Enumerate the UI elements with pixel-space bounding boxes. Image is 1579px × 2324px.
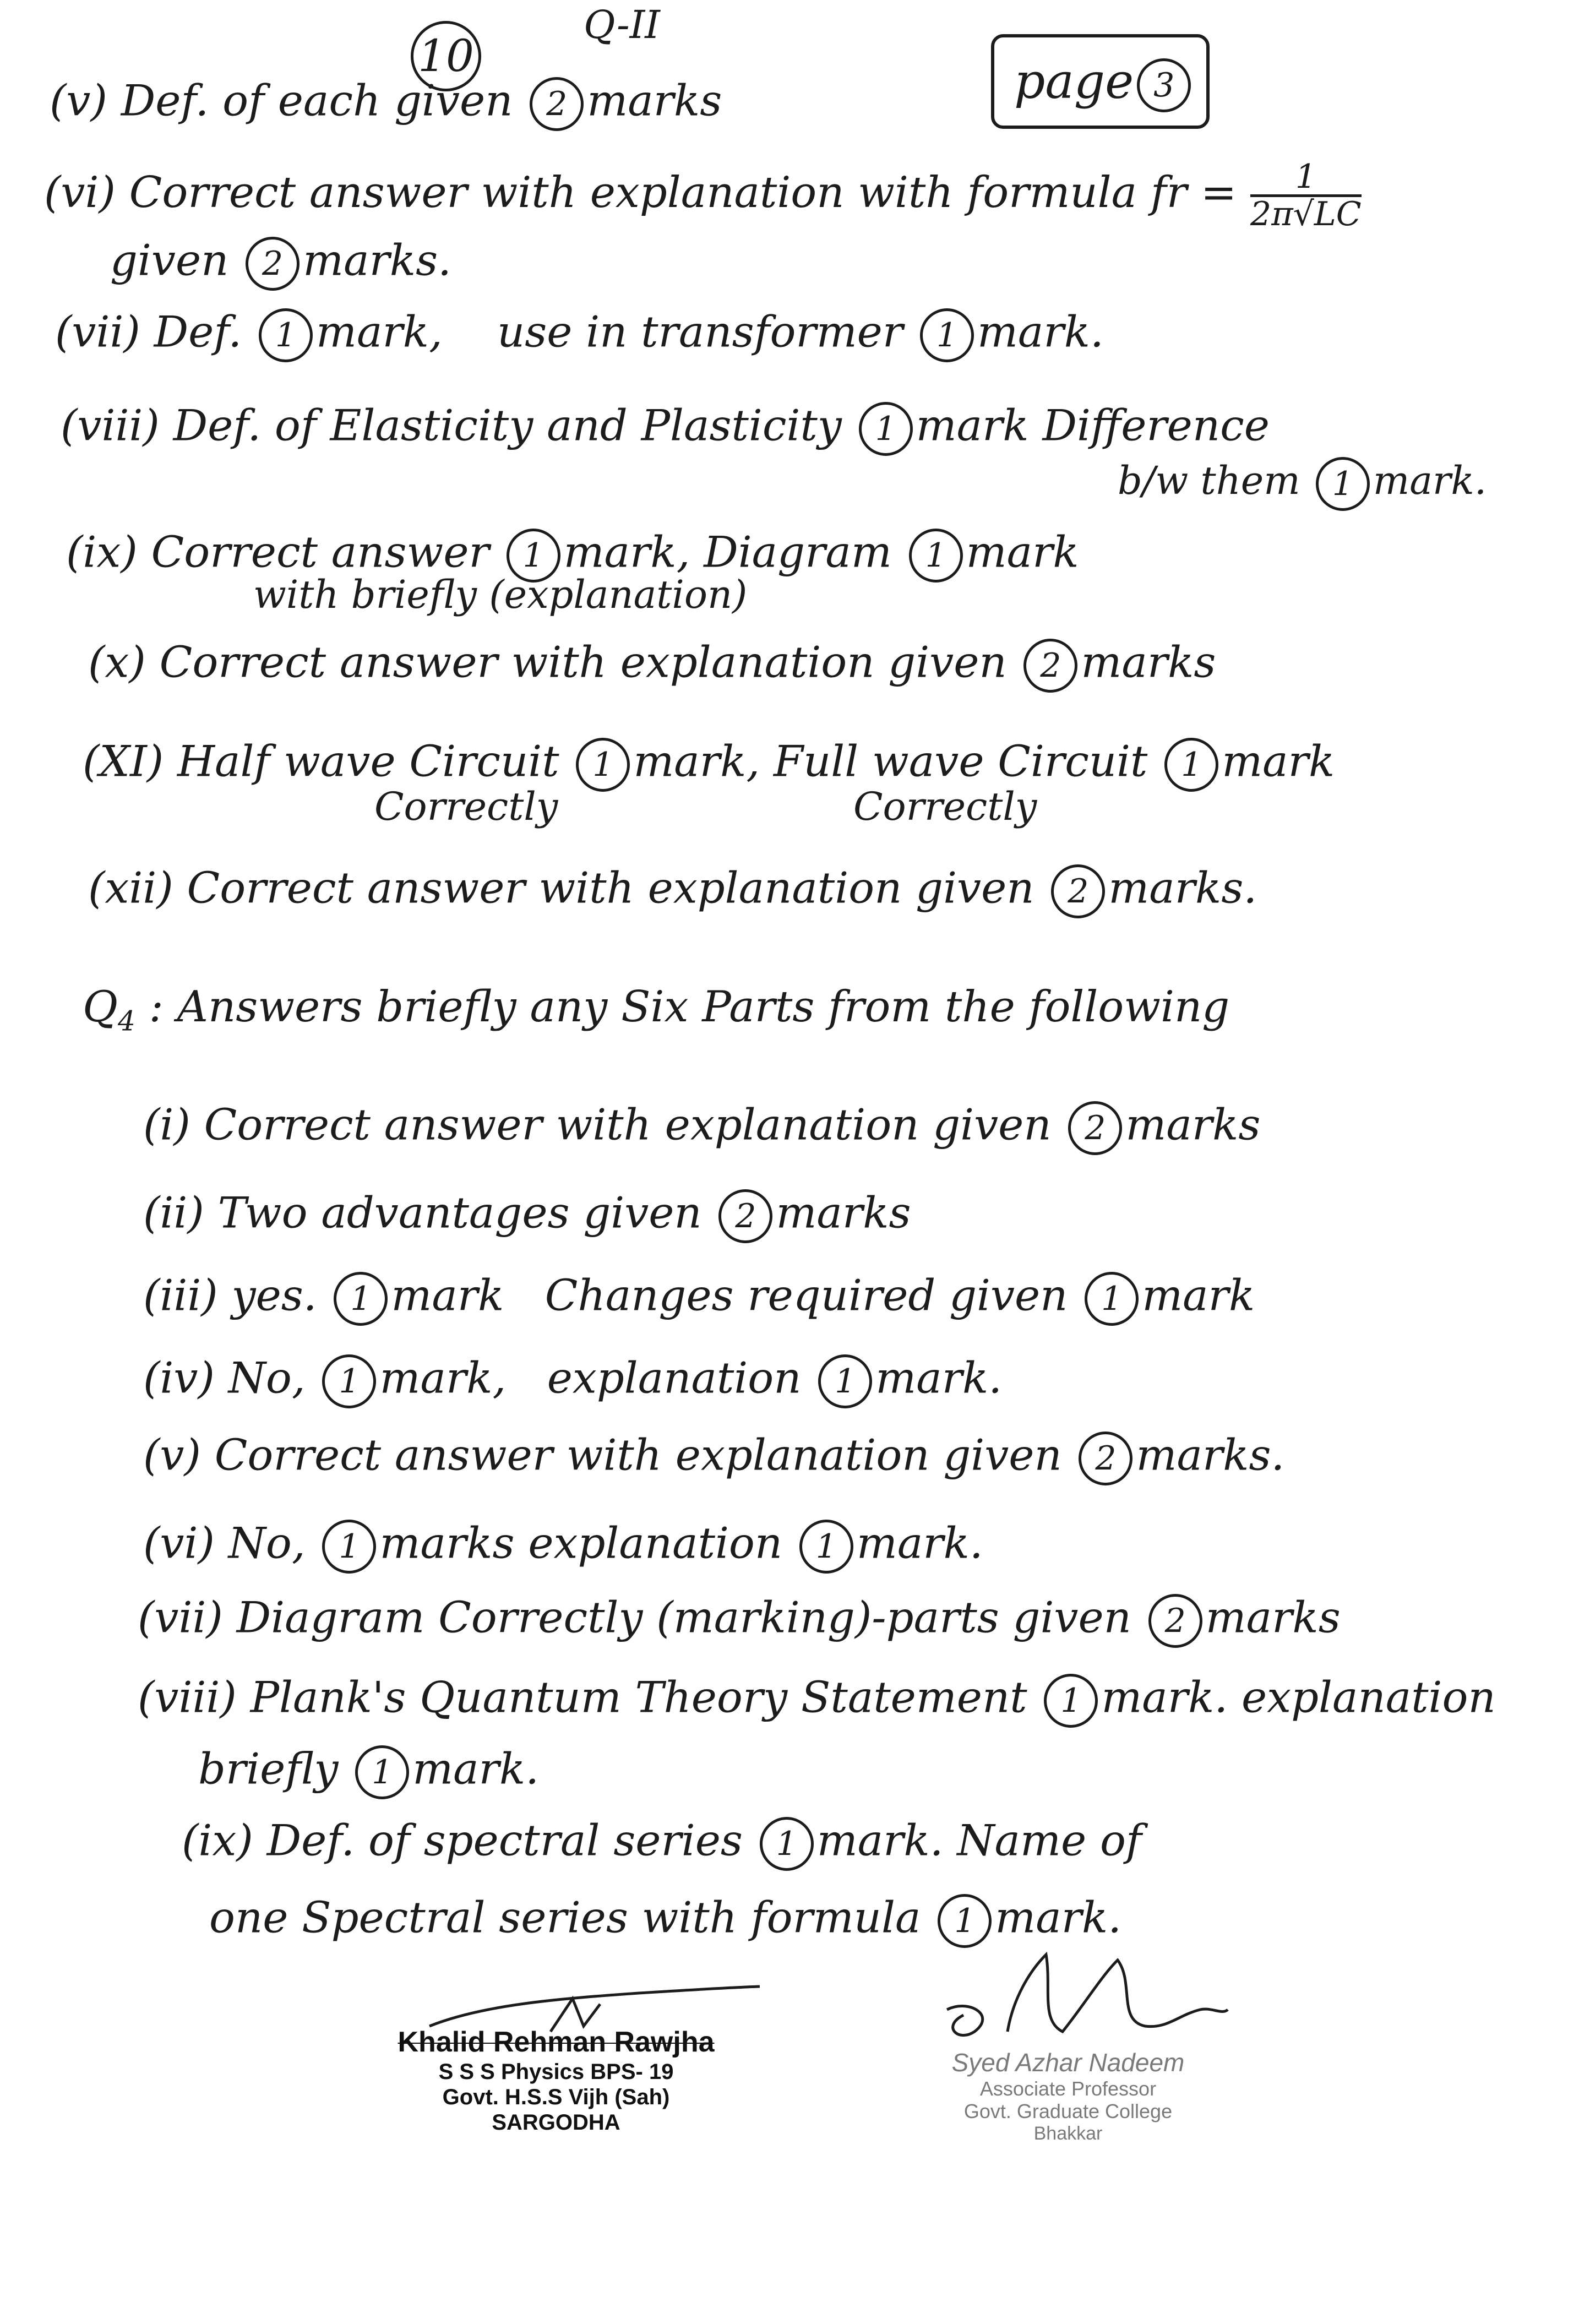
- line-vii: (vii) Def. 1 mark, use in transformer 1 mark.: [55, 308, 1104, 362]
- top-marks: 10: [407, 21, 484, 91]
- right-signature-scribble: [936, 1938, 1233, 2065]
- right-signer-name: Syed Azhar Nadeem: [951, 2048, 1185, 2077]
- line-viii-cont: b/w them 1 mark.: [1118, 457, 1487, 511]
- left-signer-name: Khalid Rehman Rawjha: [398, 2026, 715, 2058]
- line-vi-cont: given 2 marks.: [110, 237, 451, 291]
- left-signer-designation: S S S Physics BPS- 19: [438, 2059, 674, 2084]
- line-xii: (xii) Correct answer with explanation given 2 marks.: [88, 864, 1257, 918]
- q4-line-ii: (ii) Two advantages given 2 marks: [143, 1189, 911, 1243]
- left-signer-school: Govt. H.S.S Vijh (Sah): [442, 2084, 670, 2109]
- line-viii: (viii) Def. of Elasticity and Plasticity 1 mark Difference: [61, 402, 1270, 456]
- line-vi: (vi) Correct answer with explanation with formula fr = $\frac{1}{2\pi√LC}$: [44, 157, 1362, 233]
- line-xi: (XI) Half wave Circuit 1 mark, Full wave Circuit 1 mark: [83, 738, 1335, 792]
- q4-line-iii: (iii) yes. 1 mark Changes required given 1 mark: [143, 1272, 1255, 1326]
- resonance-formula: $\frac{1}{2\pi√LC}$: [1250, 157, 1362, 233]
- q4-heading: $Q_4$ : Answers briefly any Six Parts from the following: [83, 982, 1230, 1037]
- q4-line-ix: (ix) Def. of spectral series 1 mark. Name of: [182, 1817, 1142, 1871]
- q4-line-viii-cont: briefly 1 mark.: [198, 1745, 539, 1799]
- right-signer-college: Govt. Graduate College: [963, 2100, 1173, 2123]
- left-signature-block: [380, 2026, 732, 2135]
- line-ix-sub: with briefly (explanation): [253, 572, 748, 617]
- page-box: [991, 34, 1210, 129]
- right-signer-city: Bhakkar: [1033, 2122, 1103, 2144]
- q4-line-vii: (vii) Diagram Correctly (marking)-parts given 2 marks: [138, 1594, 1341, 1648]
- q4-line-viii: (viii) Plank's Quantum Theory Statement 1 mark. explanation: [138, 1674, 1496, 1728]
- line-xi-sub2: Correctly: [853, 784, 1037, 829]
- q4-line-v: (v) Correct answer with explanation given 2 marks.: [143, 1432, 1284, 1485]
- left-signer-city: SARGODHA: [492, 2110, 620, 2135]
- question-label: Q-II: [584, 2, 660, 47]
- line-ix: (ix) Correct answer 1 mark, Diagram 1 mark: [66, 529, 1079, 583]
- q4-line-vi: (vi) No, 1 marks explanation 1 mark.: [143, 1520, 983, 1574]
- line-x: (x) Correct answer with explanation given 2 marks: [88, 639, 1216, 693]
- q4-line-i: (i) Correct answer with explanation given 2 marks: [143, 1101, 1260, 1155]
- q4-line-iv: (iv) No, 1 mark, explanation 1 mark.: [143, 1354, 1002, 1408]
- right-signature-block: [925, 2048, 1211, 2145]
- line-v: (v) Def. of each given 2 marks: [50, 77, 722, 131]
- q4-line-ix-cont: one Spectral series with formula 1 mark.: [209, 1894, 1121, 1948]
- right-signer-designation: Associate Professor: [979, 2077, 1157, 2100]
- page-label: page 3: [1014, 57, 1194, 112]
- line-xi-sub1: Correctly: [374, 784, 558, 829]
